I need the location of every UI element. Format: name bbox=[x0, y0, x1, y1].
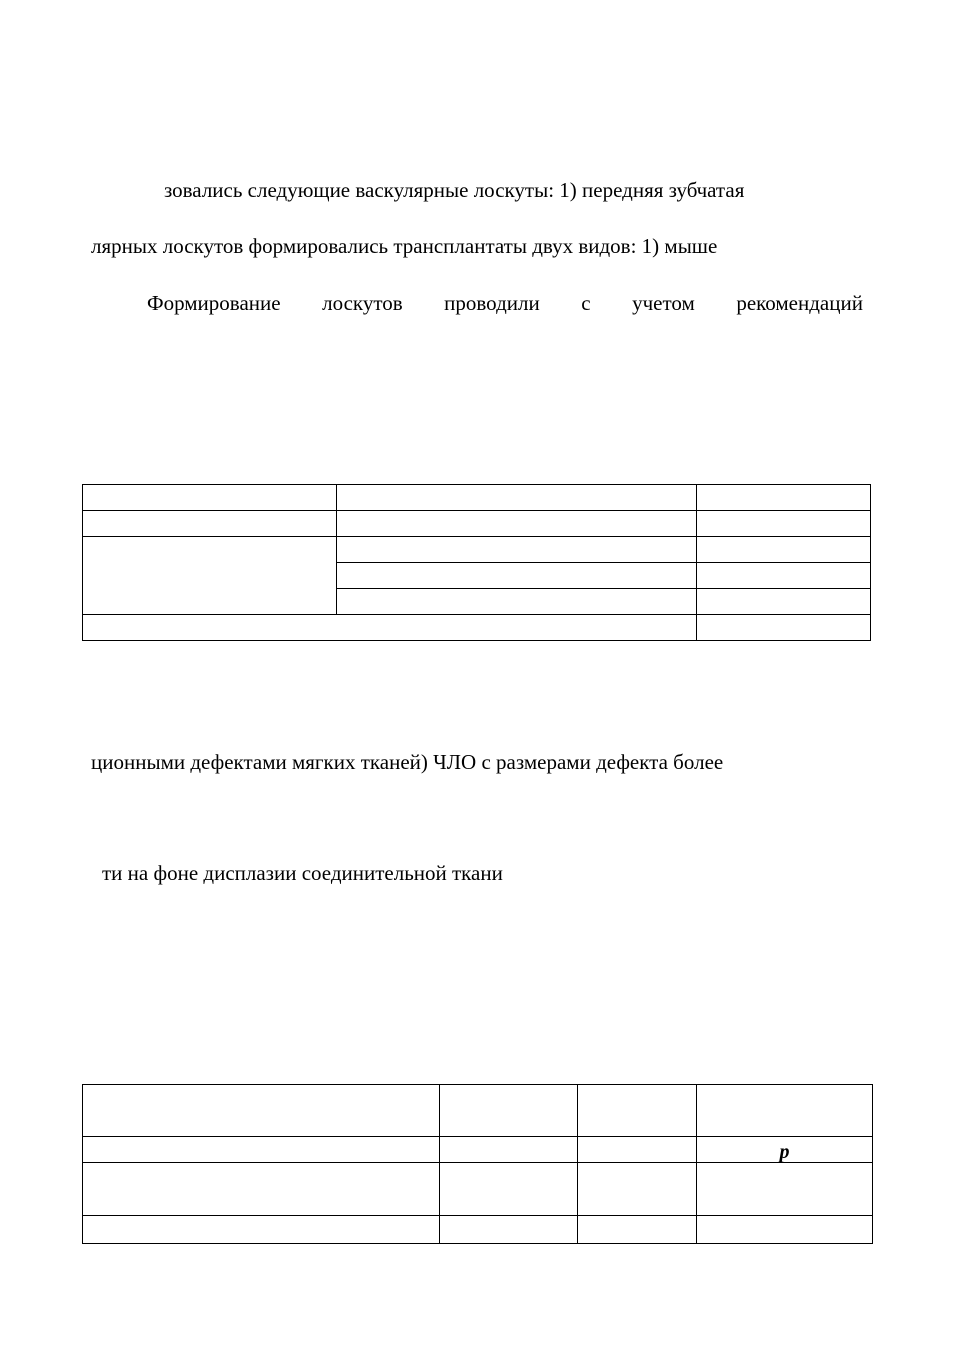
table-cell bbox=[337, 537, 697, 563]
table-cell bbox=[697, 1216, 873, 1244]
p-value-header: p bbox=[697, 1137, 873, 1163]
text-line-5: ти на фоне дисплазии соединительной ткани bbox=[102, 861, 503, 885]
table-cell bbox=[697, 615, 871, 641]
table-cell bbox=[697, 563, 871, 589]
table-cell bbox=[83, 1163, 440, 1216]
table-row bbox=[83, 1163, 873, 1216]
table-row bbox=[83, 511, 871, 537]
table-row bbox=[83, 485, 871, 511]
word-1: Формирование bbox=[147, 291, 281, 315]
table-row bbox=[83, 1137, 873, 1163]
table-cell-merged bbox=[83, 615, 697, 641]
table-cell bbox=[697, 537, 871, 563]
table-2 bbox=[82, 1084, 873, 1244]
table-cell bbox=[578, 1216, 697, 1244]
word-5: учетом bbox=[632, 291, 695, 315]
table-cell bbox=[697, 511, 871, 537]
table-cell bbox=[440, 1137, 578, 1163]
word-6: рекомендаций bbox=[736, 291, 863, 315]
table-cell bbox=[83, 511, 337, 537]
text-line-1: зовались следующие васкулярные лоскуты: 1) передняя зубчатая bbox=[164, 178, 745, 202]
word-3: проводили bbox=[444, 291, 540, 315]
table-cell-merged bbox=[83, 537, 337, 615]
text-line-3 bbox=[147, 290, 863, 316]
table-cell bbox=[83, 1137, 440, 1163]
table-cell bbox=[83, 1085, 440, 1137]
table-row bbox=[83, 615, 871, 641]
table-cell bbox=[440, 1216, 578, 1244]
table-row bbox=[83, 1085, 873, 1137]
table-cell bbox=[83, 485, 337, 511]
table-cell bbox=[83, 1216, 440, 1244]
table-cell bbox=[697, 1085, 873, 1137]
table-row bbox=[83, 1216, 873, 1244]
table-cell bbox=[337, 563, 697, 589]
table-cell bbox=[578, 1085, 697, 1137]
text-line-2: лярных лоскутов формировались трансплантаты двух видов: 1) мыше bbox=[91, 234, 718, 258]
table-cell bbox=[697, 485, 871, 511]
table-cell bbox=[337, 485, 697, 511]
table-cell bbox=[337, 511, 697, 537]
table-1 bbox=[82, 484, 871, 641]
table-cell bbox=[440, 1163, 578, 1216]
word-4: с bbox=[581, 291, 591, 315]
table-cell bbox=[578, 1163, 697, 1216]
table-cell bbox=[440, 1085, 578, 1137]
table-cell bbox=[337, 589, 697, 615]
word-2: лоскутов bbox=[322, 291, 403, 315]
table-row bbox=[83, 537, 871, 563]
text-line-4: ционными дефектами мягких тканей) ЧЛО с размерами дефекта более bbox=[91, 750, 724, 774]
table-cell bbox=[697, 589, 871, 615]
table-cell bbox=[578, 1137, 697, 1163]
table-cell bbox=[697, 1163, 873, 1216]
